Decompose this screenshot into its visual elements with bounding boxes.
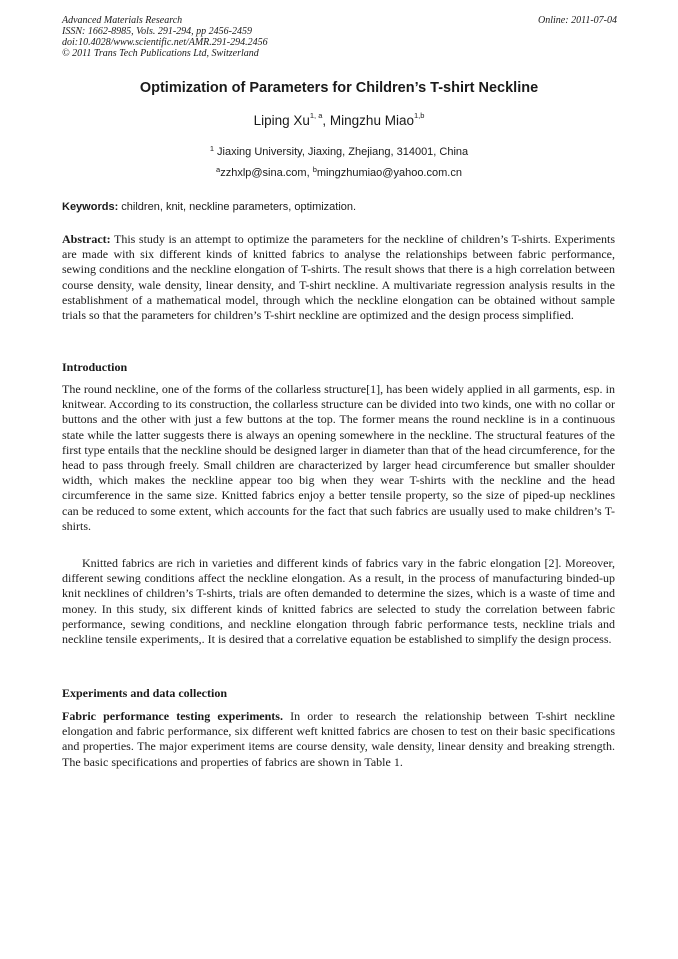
section-heading-introduction: Introduction: [62, 360, 128, 374]
email-separator: ,: [306, 167, 313, 179]
email-link[interactable]: zzhxlp@sina.com: [220, 167, 307, 179]
journal-header: [62, 15, 617, 59]
experiments-text: In order to research the relationship between T-shirt neckline elongation and fabric performance, six different weft knitted fabrics are chosen to test on their basic specifications and properties. The major experiment items are course density, wale density, linear density and breaking strength. The basic specifications and properties of fabrics are shown in Table 1.: [62, 709, 615, 769]
author-name: Liping Xu: [253, 113, 310, 128]
author-separator: ,: [322, 113, 330, 128]
author-list: [0, 113, 678, 128]
affiliation: [0, 146, 678, 158]
online-date: Online: 2011-07-04: [538, 15, 617, 26]
experiments-paragraph: [62, 709, 615, 770]
abstract-text: This study is an attempt to optimize the parameters for the neckline of children’s T-shirts. Experiments are made with six different kinds of knitted fabrics to analyse the relationships between fabric performance, sewing conditions and the neckline elongation of T-shirts. The result shows that there is a high correlation between course density, wale density, linear density, and T-shirt neckline. A multivariate regression analysis results in the establishment of a mathematical model, through which the neckline elongation can be obtained without sample trials so that the parameters for children’s T-shirt neckline are optimized and the design process simplified.: [62, 232, 615, 323]
abstract-label: Abstract:: [62, 232, 111, 246]
author-emails: [0, 167, 678, 179]
affiliation-text: Jiaxing University, Jiaxing, Zhejiang, 314001, China: [214, 146, 469, 158]
keywords-text: children, knit, neckline parameters, optimization.: [118, 201, 357, 213]
section-heading-experiments: Experiments and data collection: [62, 686, 227, 700]
introduction-paragraph-2: Knitted fabrics are rich in varieties and different kinds of fabrics vary in the fabric elongation [2]. Moreover, different sewing conditions affect the neckline elongation. As a result, in the process of manufacturing binded-up knit necklines of children’s T-shirts, trials are often demanded to determine the sizes, which is a waste of time and money. In this study, six different kinds of knitted fabrics are selected to study the correlation between fabric performance, sewing conditions, and neckline elongation through fabric performance tests, neckline trials and neckline tensile experiments,. It is desired that a correlative equation be established to simplify the design process.: [62, 556, 615, 647]
experiments-lead: Fabric performance testing experiments.: [62, 709, 283, 723]
author-name: Mingzhu Miao: [329, 113, 414, 128]
introduction-paragraph-1: The round neckline, one of the forms of the collarless structure[1], has been widely applied in all garments, esp. in knitwear. According to its construction, the collarless structure can be divided into two kinds, one with no collar or buttons and the other with just a few buttons at the top. The former means the round neckline is in a continuous state while the latter suggests there is always an opening somewhere in the neckline. The structural features of the first type entails that the neckline should be designed larger in diameter than that of the head circumference, for the head to pass through freely. Small children are characterized by larger head circumference but smaller shoulder width, which makes the neckline appear too big when they wear T-shirts with the neckline and the head circumference in the same size. Knitted fabrics enjoy a better tensile property, so the size of piped-up necklines can be reduced to some extent, which accounts for the fact that such fabrics are usually used to make children’s T-shirts.: [62, 382, 615, 533]
email-mark: a: [216, 165, 221, 174]
keywords-label: Keywords:: [62, 201, 119, 213]
affiliation-mark: 1: [209, 144, 214, 153]
author-affiliation-mark: 1, a: [309, 111, 323, 120]
doi-line[interactable]: doi:10.4028/www.scientific.net/AMR.291-294.2456: [62, 37, 268, 48]
abstract: [62, 232, 615, 323]
paper-title: Optimization of Parameters for Children’s T-shirt Neckline: [139, 80, 539, 96]
copyright-line: © 2011 Trans Tech Publications Ltd, Switzerland: [62, 48, 259, 59]
issn-line: ISSN: 1662-8985, Vols. 291-294, pp 2456-2459: [62, 26, 252, 37]
journal-name: Advanced Materials Research: [62, 15, 183, 26]
email-link[interactable]: mingzhumiao@yahoo.com.cn: [316, 167, 462, 179]
keywords: [62, 201, 617, 213]
email-mark: b: [312, 165, 317, 174]
author-affiliation-mark: 1,b: [413, 111, 425, 120]
